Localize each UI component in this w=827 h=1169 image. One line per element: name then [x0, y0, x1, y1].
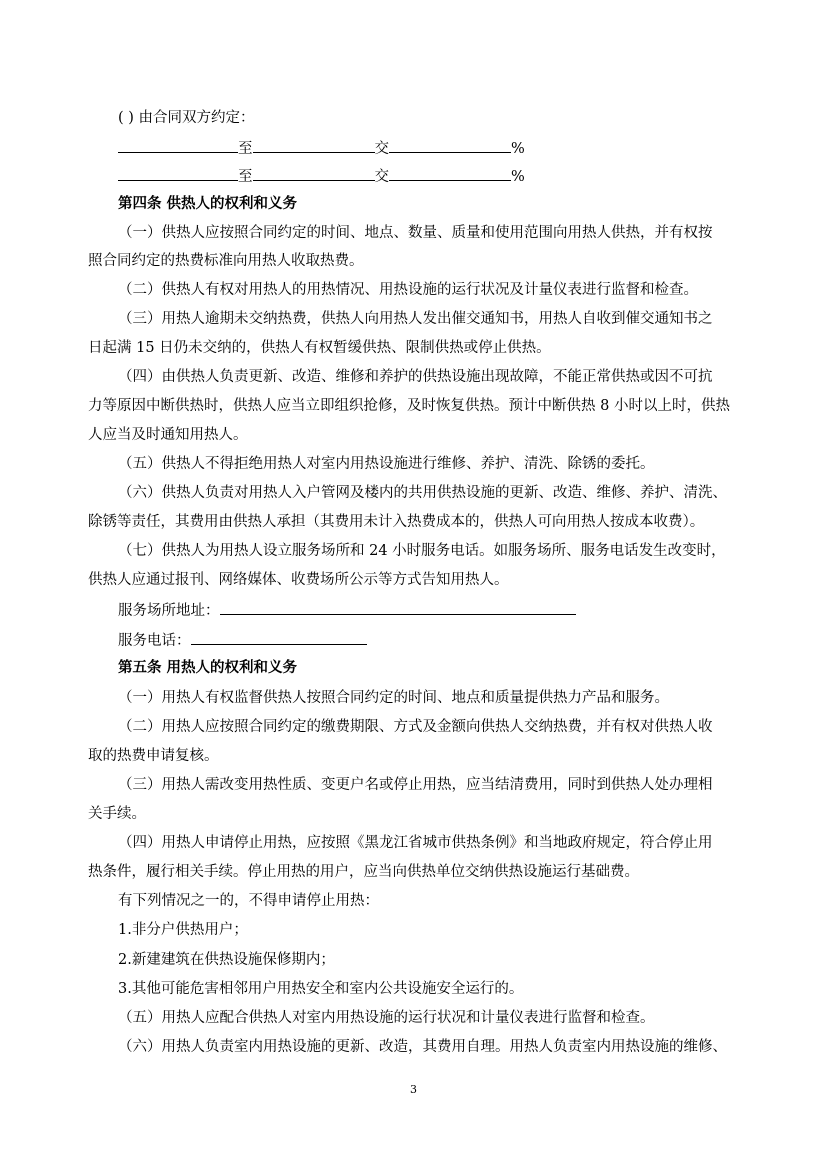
- blank-field[interactable]: [253, 166, 375, 181]
- paragraph-line: （一）供热人应按照合同约定的时间、地点、数量、质量和使用范围向用热人供热，并有权按: [118, 225, 713, 241]
- paragraph-line: 热条件，履行相关手续。停止用热的用户，应当向供热单位交纳供热设施运行基础费。: [88, 864, 639, 880]
- paragraph-line: 照合同约定的热费标准向用热人收取热费。: [88, 253, 364, 269]
- paragraph-line: （三）用热人需改变用热性质、变更户名或停止用热，应当结清费用，同时到供热人处办理相: [118, 777, 713, 793]
- blank-field[interactable]: [253, 138, 375, 153]
- paragraph-line: 除锈等责任，其费用由供热人承担（其费用未计入热费成本的，供热人可向用热人按成本收费）。: [88, 514, 705, 530]
- paragraph-line: （一）用热人有权监督供热人按照合同约定的时间、地点和质量提供热力产品和服务。: [118, 690, 669, 706]
- list-item: 2.新建建筑在供热设施保修期内；: [118, 952, 335, 968]
- paragraph-line: （四）用热人申请停止用热，应按照《黑龙江省城市供热条例》和当地政府规定，符合停止用: [118, 835, 713, 851]
- paragraph-line: （六）供热人负责对用热人入户管网及楼内的共用供热设施的更新、改造、维修、养护、清洗、: [118, 485, 727, 501]
- paragraph-line: （二）用热人应按照合同约定的缴费期限、方式及金额向供热人交纳热费，并有权对供热人收: [118, 719, 713, 735]
- service-address-row: [118, 600, 576, 621]
- paragraph-line: （二）供热人有权对用热人的用热情况、用热设施的运行状况及计量仪表进行监督和检查。: [118, 282, 698, 298]
- service-phone-row: [118, 630, 367, 651]
- paragraph-line: （五）供热人不得拒绝用热人对室内用热设施进行维修、养护、清洗、除锈的委托。: [118, 456, 655, 472]
- list-item: 1.非分户供热用户；: [118, 922, 248, 938]
- paragraph-line: 日起满 15 日仍未交纳的，供热人有权暂缓供热、限制供热或停止供热。: [88, 340, 551, 356]
- paragraph-line: 有下列情况之一的，不得申请停止用热：: [118, 893, 379, 909]
- paragraph-line: （七）供热人为用热人设立服务场所和 24 小时服务电话。如服务场所、服务电话发生改变时，: [118, 543, 726, 559]
- blank-field[interactable]: [118, 166, 238, 181]
- page-number: 3: [410, 1083, 417, 1096]
- service-address-field[interactable]: [220, 600, 576, 615]
- paragraph-line: （四）由供热人负责更新、改造、维修和养护的供热设施出现故障，不能正常供热或因不可抗: [118, 369, 713, 385]
- service-phone-label: 服务电话：: [118, 633, 191, 649]
- blank-row-1: 至 交 %: [118, 138, 525, 159]
- blank-field[interactable]: [389, 166, 511, 181]
- agreement-option-line: ( ) 由合同双方约定：: [118, 110, 255, 126]
- paragraph-line: 力等原因中断供热时，供热人应当立即组织抢修，及时恢复供热。预计中断供热 8 小时以上时，供热: [88, 398, 730, 414]
- paragraph-line: （三）用热人逾期未交纳热费，供热人向用热人发出催交通知书，用热人自收到催交通知书之: [118, 311, 713, 327]
- paragraph-line: （五）用热人应配合供热人对室内用热设施的运行状况和计量仪表进行监督和检查。: [118, 1010, 655, 1026]
- article-4-heading: 第四条 供热人的权利和义务: [118, 195, 298, 212]
- blank-field[interactable]: [118, 138, 238, 153]
- paragraph-line: （六）用热人负责室内用热设施的更新、改造，其费用自理。用热人负责室内用热设施的维修、: [118, 1039, 727, 1055]
- service-address-label: 服务场所地址：: [118, 603, 220, 619]
- service-phone-field[interactable]: [191, 630, 367, 645]
- paragraph-line: 关手续。: [88, 806, 146, 822]
- paragraph-line: 取的热费申请复核。: [88, 748, 219, 764]
- article-5-heading: 第五条 用热人的权利和义务: [118, 659, 298, 676]
- list-item: 3.其他可能危害相邻用户用热安全和室内公共设施安全运行的。: [118, 981, 524, 997]
- blank-field[interactable]: [389, 138, 511, 153]
- paragraph-line: 人应当及时通知用热人。: [88, 427, 248, 443]
- blank-row-2: 至 交 %: [118, 166, 525, 187]
- paragraph-line: 供热人应通过报刊、网络媒体、收费场所公示等方式告知用热人。: [88, 572, 509, 588]
